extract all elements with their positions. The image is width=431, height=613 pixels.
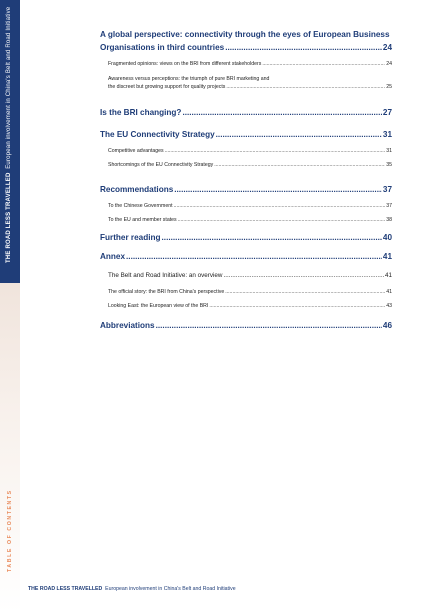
footer-subtitle: European involvement in China's Belt and Road Initiative — [105, 586, 236, 592]
toc-entry-label: Organisations in third countries — [100, 43, 225, 52]
toc-page-number: 40 — [382, 233, 392, 242]
toc-entry-fragmented-opinions[interactable] — [100, 61, 392, 67]
toc-entry-label: Abbreviations — [100, 321, 155, 330]
toc-entry-eu-strategy[interactable] — [100, 130, 392, 139]
toc-entry-label: The Belt and Road Initiative: an overview — [108, 272, 223, 279]
series-title: THE ROAD LESS TRAVELLED — [6, 172, 12, 263]
toc-page-number: 43 — [386, 303, 392, 309]
vertical-series-title — [6, 7, 12, 263]
leader-dots — [216, 130, 382, 139]
toc-entry-official-story[interactable] — [100, 289, 392, 295]
series-subtitle: European involvement in China's Belt and Road Initiative — [6, 6, 12, 169]
toc-entry-label: Looking East: the European view of the BRI — [108, 303, 209, 309]
leader-dots — [223, 272, 384, 279]
toc-entry-label: Annex — [100, 252, 126, 261]
leader-dots — [182, 108, 381, 117]
leader-dots — [226, 83, 385, 91]
toc-entry-label: Competitive advantages — [108, 148, 164, 154]
section-label: TABLE OF CONTENTS — [7, 489, 13, 572]
leader-dots — [126, 252, 382, 261]
toc-entry-bri-overview[interactable] — [100, 272, 392, 279]
page-footer — [28, 586, 236, 592]
toc-page-number: 31 — [382, 130, 392, 139]
leader-dots — [174, 185, 382, 194]
toc-entry-to-eu[interactable] — [100, 217, 392, 223]
toc-page-number: 41 — [386, 289, 392, 295]
sidebar — [0, 0, 20, 613]
toc-page-number: 25 — [386, 84, 392, 90]
toc-entry-recommendations[interactable] — [100, 185, 392, 194]
toc-entry-label: The EU Connectivity Strategy — [100, 130, 215, 139]
leader-dots — [165, 148, 386, 154]
toc-entry-label: Recommendations — [100, 185, 174, 194]
toc-page-number: 37 — [386, 203, 392, 209]
toc-entry-awareness[interactable] — [100, 75, 392, 91]
footer-title: THE ROAD LESS TRAVELLED — [28, 586, 103, 592]
toc-page-number: 46 — [382, 321, 392, 330]
toc-page-number: 41 — [382, 252, 392, 261]
toc-page-number: 35 — [386, 162, 392, 168]
toc-entry-shortcomings[interactable] — [100, 162, 392, 168]
toc-page-number: 41 — [384, 272, 392, 279]
toc-page-number: 31 — [386, 148, 392, 154]
toc-entry-label: Further reading — [100, 233, 161, 242]
toc-entry-global-perspective[interactable] — [100, 30, 392, 52]
toc-page-number: 24 — [386, 61, 392, 67]
leader-dots — [214, 162, 385, 168]
toc-entry-label: Shortcomings of the EU Connectivity Strategy — [108, 162, 214, 168]
toc-entry-label: The official story: the BRI from China's perspective — [108, 289, 225, 295]
leader-dots — [262, 61, 385, 67]
toc-entry-abbreviations[interactable] — [100, 321, 392, 330]
toc-entry-annex[interactable] — [100, 252, 392, 261]
toc-entry-label: Awareness versus perceptions: the triumph of pure BRI marketing and — [108, 76, 270, 82]
leader-dots — [162, 233, 382, 242]
leader-dots — [225, 43, 382, 52]
toc-entry-bri-changing[interactable] — [100, 108, 392, 117]
toc-page-number: 38 — [386, 217, 392, 223]
toc-page-number: 24 — [382, 43, 392, 52]
toc-entry-label: A global perspective: connectivity through the eyes of European Business — [100, 30, 390, 39]
toc-page-number: 27 — [382, 108, 392, 117]
table-of-contents — [100, 30, 392, 330]
leader-dots — [178, 217, 386, 223]
toc-entry-to-chinese-government[interactable] — [100, 203, 392, 209]
leader-dots — [209, 303, 385, 309]
leader-dots — [225, 289, 385, 295]
toc-entry-label: To the Chinese Government — [108, 203, 173, 209]
leader-dots — [156, 321, 382, 330]
toc-entry-competitive-advantages[interactable] — [100, 148, 392, 154]
toc-entry-label: Is the BRI changing? — [100, 108, 182, 117]
toc-entry-label: Fragmented opinions: views on the BRI from different stakeholders — [108, 61, 262, 67]
toc-page-number: 37 — [382, 185, 392, 194]
leader-dots — [174, 203, 386, 209]
toc-entry-looking-east[interactable] — [100, 303, 392, 309]
toc-entry-label: To the EU and member states — [108, 217, 177, 223]
toc-entry-further-reading[interactable] — [100, 233, 392, 242]
toc-entry-label: the discreet but growing support for quality projects — [108, 84, 226, 90]
